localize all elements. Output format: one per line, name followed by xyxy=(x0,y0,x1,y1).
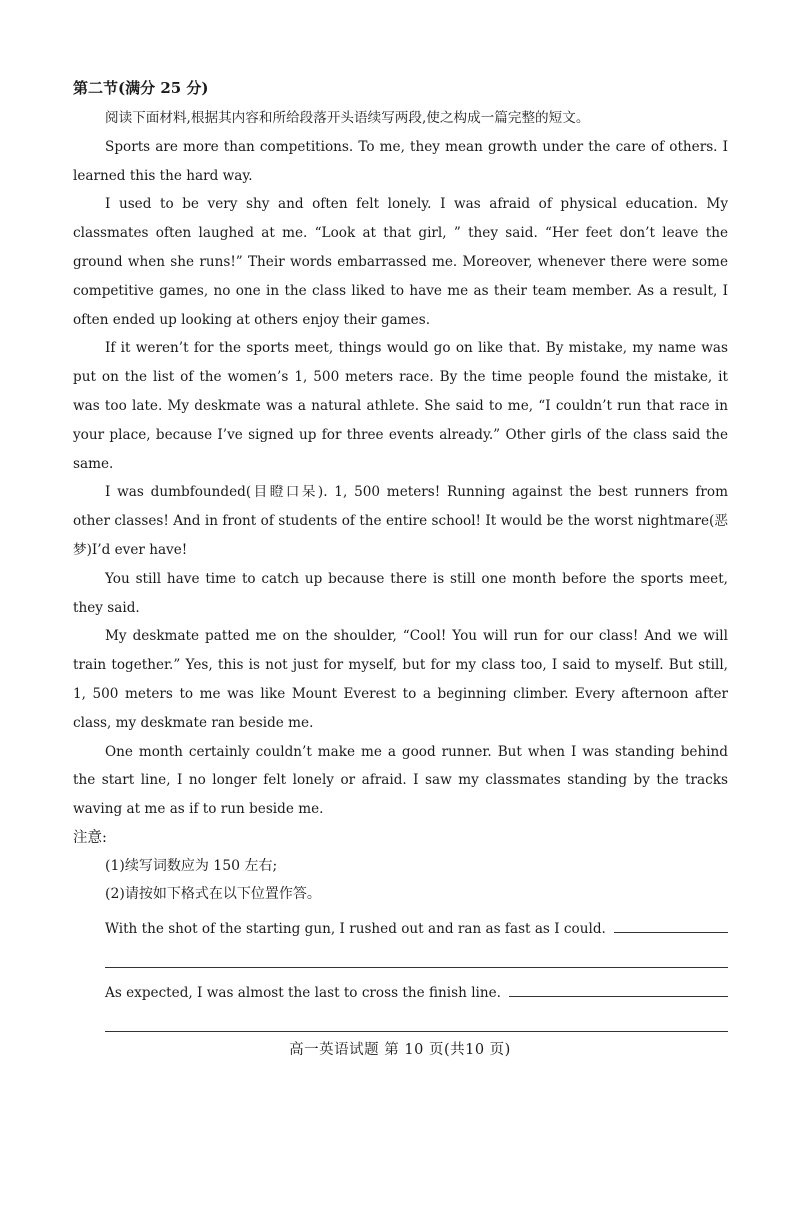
answer-rule-1[interactable] xyxy=(105,937,728,968)
story-paragraph-7: One month certainly couldn’t make me a good runner. But when I was standing behind the start line, I no longer felt lonely or afraid. I saw my classmates standing by the tracks waving at me as if to run beside me. xyxy=(73,743,728,818)
page-footer: 高一英语试题 第 10 页(共10 页) xyxy=(289,1042,511,1058)
story-paragraph-1: Sports are more than competitions. To me, they mean growth under the care of others. I learned this the hard way. xyxy=(73,138,728,184)
story-paragraph-6: My deskmate patted me on the shoulder, “Cool! You will run for our class! And we will train together.” Yes, this is not just for myself, but for my class too, I said to myself. But still, 1, 500 meters to me was like Mount Everest to a beginning climber. Every afternoon after class, my deskmate ran beside me. xyxy=(73,628,728,731)
prompt-1-text: With the shot of the starting gun, I rushed out and ran as fast as I could. xyxy=(105,920,606,937)
note-item-1: (1)续写词数应为 150 左右; xyxy=(105,857,278,874)
answer-prompt-2 xyxy=(105,978,728,1001)
answer-blank-2[interactable] xyxy=(509,978,728,997)
story-paragraph-3: If it weren’t for the sports meet, things would go on like that. By mistake, my name was put on the list of the women’s 1, 500 meters race. By the time people found the mistake, it was too late. My deskmate was a natural athlete. She said to me, “I couldn’t run that race in your place, because I’ve signed up for three events already.” Other girls of the class said the same. xyxy=(73,340,728,472)
story-paragraph-5: You still have time to catch up because there is still one month before the sports meet, they said. xyxy=(73,570,728,616)
answer-blank-1[interactable] xyxy=(614,914,728,933)
section-title: 第二节(满分 25 分) xyxy=(73,79,209,97)
note-item-2: (2)请按如下格式在以下位置作答。 xyxy=(105,885,321,902)
story-paragraph-4: I was dumbfounded(目瞪口呆). 1, 500 meters! Running against the best runners from other classes! And in front of students of the entire school! It would be the worst nightmare(恶梦)I’d ever have! xyxy=(73,484,728,558)
answer-prompt-1 xyxy=(105,914,728,937)
exam-page xyxy=(73,76,728,1032)
answer-rule-2[interactable] xyxy=(105,1001,728,1032)
prompt-2-text: As expected, I was almost the last to cross the finish line. xyxy=(105,984,502,1001)
section-instruction: 阅读下面材料,根据其内容和所给段落开头语续写两段,使之构成一篇完整的短文。 xyxy=(105,110,590,126)
story-paragraph-2: I used to be very shy and often felt lonely. I was afraid of physical education. My classmates often laughed at me. “Look at that girl, ” they said. “Her feet don’t leave the ground when she runs!” Their words embarrassed me. Moreover, whenever there were some competitive games, no one in the class liked to have me as their team member. As a result, I often ended up looking at others enjoy their games. xyxy=(73,196,728,328)
notes-title: 注意: xyxy=(73,829,107,846)
